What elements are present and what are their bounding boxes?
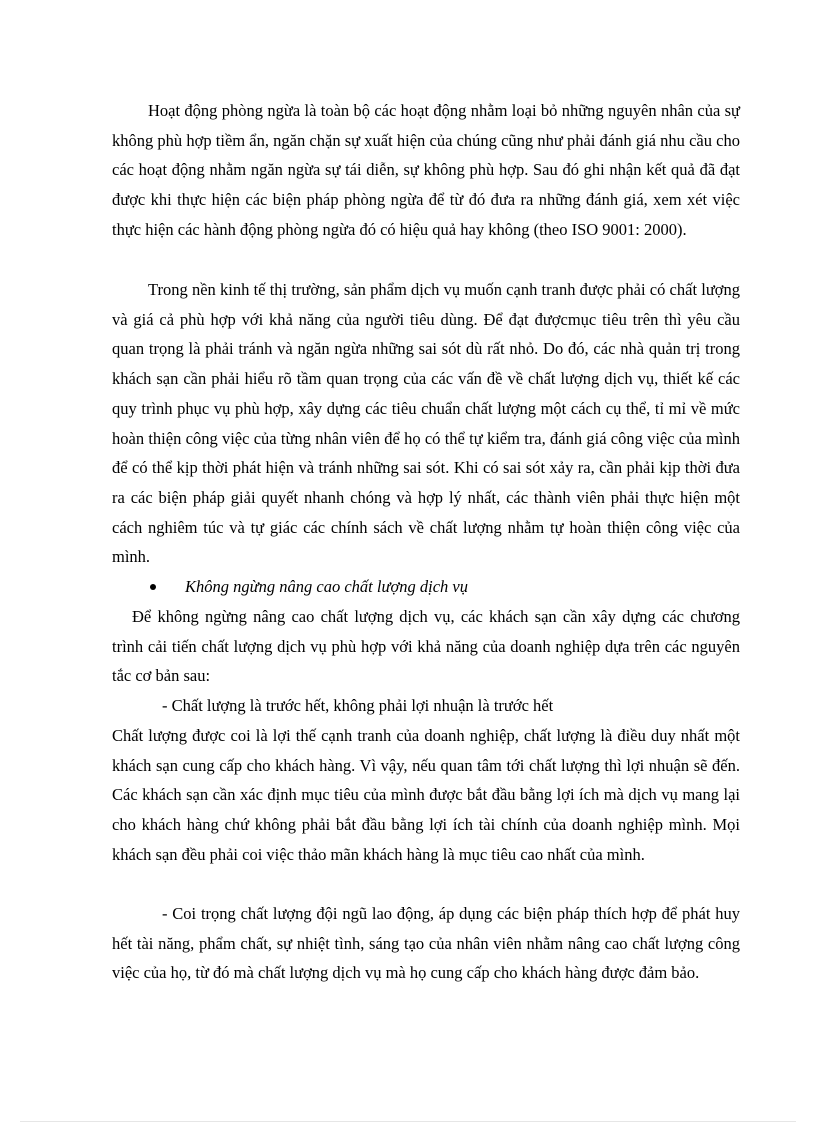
paragraph-preventive-action: Hoạt động phòng ngừa là toàn bộ các hoạt động nhằm loại bỏ những nguyên nhân của sự không phù hợp tiềm ẩn, ngăn chặn sự xuất hiện của chúng cũng như phải đánh giá nhu cầu cho các hoạt động nhằm ngăn ngừa sự tái diễn, sự không phù hợp. Sau đó ghi nhận kết quả đã đạt được khi thực hiện các biện pháp phòng ngừa để từ đó đưa ra những đánh giá, xem xét việc thực hiện các hành động phòng ngừa đó có hiệu quả hay không (theo ISO 9001: 2000).	[112, 101, 740, 239]
page-bottom-edge	[20, 1121, 796, 1122]
principle-workforce-quality: - Coi trọng chất lượng đội ngũ lao động, áp dụng các biện pháp thích hợp để phát huy hết tài năng, phẩm chất, sự nhiệt tình, sáng tạo của nhân viên nhằm nâng cao chất lượng công việc của họ, từ đó mà chất lượng dịch vụ mà họ cung cấp cho khách hàng được đảm bảo.	[112, 904, 740, 983]
paragraph-market-economy: Trong nền kinh tế thị trường, sản phẩm dịch vụ muốn cạnh tranh được phải có chất lượng và giá cả phù hợp với khả năng của người tiêu dùng. Để đạt đượcmục tiêu trên thì yêu cầu quan trọng là phải tránh và ngăn ngừa những sai sót dù rất nhỏ. Do đó, các nhà quản trị trong khách sạn cần phải hiểu rõ tầm quan trọng của các vấn đề về chất lượng dịch vụ, thiết kế các quy trình phục vụ phù hợp, xây dựng các tiêu chuẩn chất lượng một cách cụ thể, tỉ mỉ về mức hoàn thiện công việc của từng nhân viên để họ có thể tự kiểm tra, đánh giá công việc của mình để có thể kịp thời phát hiện và tránh những sai sót. Khi có sai sót xảy ra, cần phải kịp thời đưa ra các biện pháp giải quyết nhanh chóng và hợp lý nhất, các thành viên phải thực hiện một cách nghiêm túc và tự giác các chính sách về chất lượng nhằm tự hoàn thiện công việc của mình.	[112, 280, 740, 567]
paragraph-quality-advantage: Chất lượng được coi là lợi thế cạnh tranh của doanh nghiệp, chất lượng là điều duy nhất một khách sạn cung cấp cho khách hàng. Vì vậy, nếu quan tâm tới chất lượng thì lợi nhuận sẽ đến. Các khách sạn cần xác định mục tiêu của mình được bắt đầu bằng lợi ích mà dịch vụ mang lại cho khách hàng chứ không phải bắt đầu bằng lợi ích tài chính của doanh nghiệp mình. Mọi khách sạn đều phải coi việc thảo mãn khách hàng là mục tiêu cao nhất của mình.	[112, 726, 740, 864]
bullet-heading: Không ngừng nâng cao chất lượng dịch vụ	[185, 577, 468, 596]
paragraph-improvement-programs: Để không ngừng nâng cao chất lượng dịch vụ, các khách sạn cần xây dựng các chương trình cải tiến chất lượng dịch vụ phù hợp với khả năng của doanh nghiệp dựa trên các nguyên tắc cơ bản sau:	[112, 607, 740, 686]
principle-quality-first: - Chất lượng là trước hết, không phải lợi nhuận là trước hết	[162, 696, 554, 715]
bullet-icon	[150, 584, 156, 590]
